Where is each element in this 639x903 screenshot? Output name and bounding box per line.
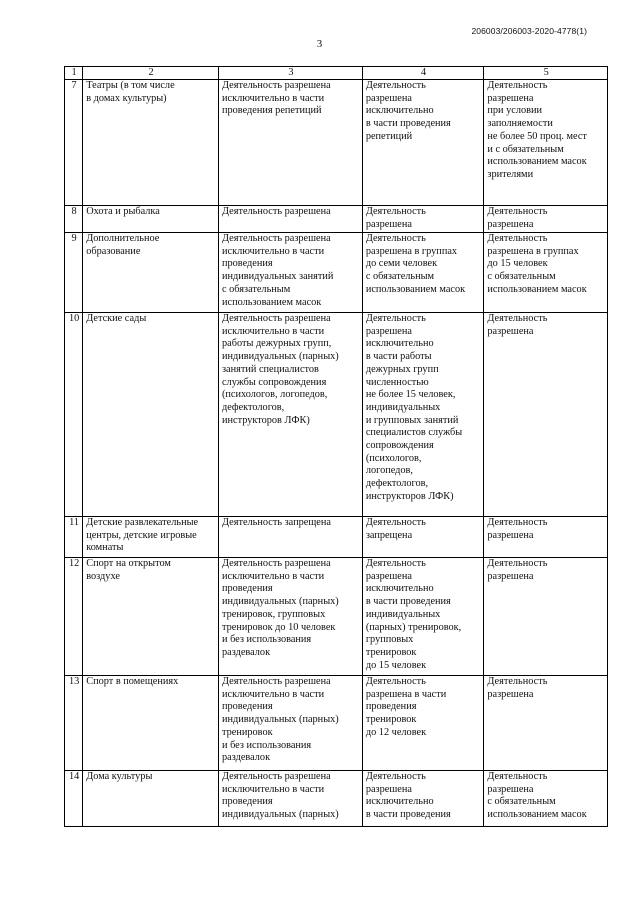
activity-name: Охота и рыбалка	[83, 206, 219, 233]
column-number: 2	[83, 67, 219, 80]
activity-name: Дополнительное образование	[83, 233, 219, 313]
stage3-cell: Деятельность разрешена исключительно в части проведения индивидуальных (парных) тренировок и без использования раздевалок	[218, 676, 362, 771]
row-number: 11	[65, 517, 83, 558]
table-row	[65, 517, 608, 558]
row-number: 10	[65, 313, 83, 517]
stage5-cell: Деятельность разрешена	[484, 517, 608, 558]
stage3-cell: Деятельность разрешена исключительно в части проведения индивидуальных (парных) тренировок, групповых тренировок до 10 человек и без использования раздевалок	[218, 558, 362, 676]
stage4-cell: Деятельность разрешена в части проведения тренировок до 12 человек	[362, 676, 484, 771]
stage4-cell: Деятельность разрешена	[362, 206, 484, 233]
stage4-cell: Деятельность разрешена исключительно в части проведения репетиций	[362, 80, 484, 206]
stage3-cell: Деятельность разрешена исключительно в части проведения индивидуальных (парных)	[218, 771, 362, 827]
activity-name: Театры (в том числе в домах культуры)	[83, 80, 219, 206]
column-number: 3	[218, 67, 362, 80]
stage3-cell: Деятельность разрешена исключительно в части проведения репетиций	[218, 80, 362, 206]
stage4-cell: Деятельность разрешена исключительно в части работы дежурных групп численностью не более 15 человек, индивидуальных и групповых занятий специалистов службы сопровождения (психологов, логопедов, дефектологов, инструкторов ЛФК)	[362, 313, 484, 517]
table-row	[65, 80, 608, 206]
column-number: 1	[65, 67, 83, 80]
stage4-cell: Деятельность разрешена в группах до семи человек с обязательным использованием масок	[362, 233, 484, 313]
table-row	[65, 233, 608, 313]
stage5-cell: Деятельность разрешена	[484, 313, 608, 517]
table-row	[65, 558, 608, 676]
table-row	[65, 676, 608, 771]
stage5-cell: Деятельность разрешена	[484, 206, 608, 233]
document-id: 206003/206003-2020-4778(1)	[471, 26, 587, 36]
stage5-cell: Деятельность разрешена в группах до 15 человек с обязательным использованием масок	[484, 233, 608, 313]
table-row	[65, 313, 608, 517]
activity-name: Спорт в помещениях	[83, 676, 219, 771]
column-numbers-row	[65, 67, 608, 80]
activity-name: Детские развлекательные центры, детские игровые комнаты	[83, 517, 219, 558]
stage4-cell: Деятельность разрешена исключительно в части проведения	[362, 771, 484, 827]
stage3-cell: Деятельность запрещена	[218, 517, 362, 558]
activity-name: Детские сады	[83, 313, 219, 517]
activity-name: Спорт на открытом воздухе	[83, 558, 219, 676]
row-number: 8	[65, 206, 83, 233]
activity-name: Дома культуры	[83, 771, 219, 827]
row-number: 9	[65, 233, 83, 313]
stage5-cell: Деятельность разрешена с обязательным использованием масок	[484, 771, 608, 827]
stage5-cell: Деятельность разрешена при условии заполняемости не более 50 проц. мест и с обязательным использованием масок зрителями	[484, 80, 608, 206]
column-number: 4	[362, 67, 484, 80]
table-row	[65, 771, 608, 827]
row-number: 14	[65, 771, 83, 827]
restrictions-table	[64, 66, 608, 827]
stage5-cell: Деятельность разрешена	[484, 558, 608, 676]
stage3-cell: Деятельность разрешена исключительно в части работы дежурных групп, индивидуальных (парных) занятий специалистов службы сопровождения (психологов, логопедов, дефектологов, инструкторов ЛФК)	[218, 313, 362, 517]
page-number: 3	[316, 38, 323, 50]
row-number: 13	[65, 676, 83, 771]
table-row	[65, 206, 608, 233]
row-number: 12	[65, 558, 83, 676]
stage3-cell: Деятельность разрешена	[218, 206, 362, 233]
column-number: 5	[484, 67, 608, 80]
row-number: 7	[65, 80, 83, 206]
stage4-cell: Деятельность запрещена	[362, 517, 484, 558]
stage3-cell: Деятельность разрешена исключительно в части проведения индивидуальных занятий с обязательным использованием масок	[218, 233, 362, 313]
stage4-cell: Деятельность разрешена исключительно в части проведения индивидуальных (парных) тренировок, групповых тренировок до 15 человек	[362, 558, 484, 676]
stage5-cell: Деятельность разрешена	[484, 676, 608, 771]
